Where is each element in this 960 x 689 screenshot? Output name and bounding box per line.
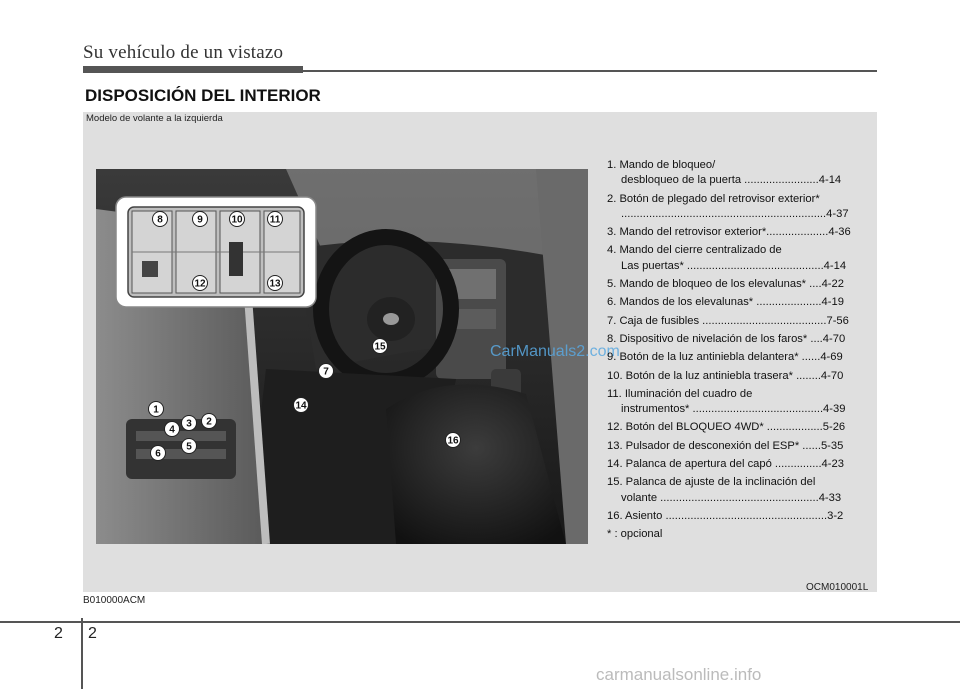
legend-item	[607, 295, 869, 310]
legend-item-continuation: desbloqueo de la puerta ........................4-14	[621, 174, 842, 187]
callout-number: 13	[269, 278, 281, 290]
legend-item-continuation: volante ...................................................4-33	[621, 491, 842, 504]
callout-number: 4	[169, 424, 175, 436]
legend-item-text: 5. Mando de bloqueo de los elevalunas* ....4-22	[607, 278, 844, 291]
figure-caption: Modelo de volante a la izquierda	[86, 113, 223, 124]
legend-item-text: 9. Botón de la luz antiniebla delantera* ......4-69	[607, 351, 843, 364]
legend-item-text: 11. Iluminación del cuadro de	[607, 387, 753, 400]
legend-item	[607, 314, 869, 329]
legend-item	[607, 439, 869, 454]
legend-item-continuation: instrumentos* ..........................................4-39	[621, 403, 846, 416]
legend-item	[607, 192, 869, 223]
legend-item-text: 16. Asiento ....................................................3-2	[607, 509, 844, 522]
legend-item-text: 3. Mando del retrovisor exterior*....................4-36	[607, 226, 851, 239]
header-rule	[303, 70, 877, 72]
legend-item	[607, 369, 869, 384]
legend-item-text: 13. Pulsador de desconexión del ESP* ......5-35	[607, 439, 844, 452]
legend-item	[607, 509, 869, 524]
legend-item-continuation: ..................................................................4-37	[621, 207, 849, 220]
legend-item-text: 14. Palanca de apertura del capó ...............4-23	[607, 458, 844, 471]
callout-number: 12	[194, 278, 206, 290]
legend-item-text: 15. Palanca de ajuste de la inclinación del	[607, 476, 816, 489]
callout-number: 1	[153, 404, 159, 416]
legend-item-text: 1. Mando de bloqueo/	[607, 159, 716, 171]
callout-number: 2	[206, 416, 212, 428]
callout-number: 15	[374, 341, 386, 353]
legend-item-text: 4. Mando del cierre centralizado de	[607, 244, 782, 257]
legend-item-text: * : opcional	[607, 528, 663, 541]
legend-item	[607, 332, 869, 347]
footer-divider	[81, 618, 83, 689]
running-title: Su vehículo de un vistazo	[83, 42, 284, 63]
legend-item	[607, 387, 869, 418]
site-watermark: carmanualsonline.info	[596, 665, 762, 684]
legend-item-text: 6. Mandos de los elevalunas* .....................4-19	[607, 296, 844, 309]
legend-item-text: 10. Botón de la luz antiniebla trasera* ........4-70	[607, 369, 844, 382]
callout-number: 6	[155, 448, 161, 460]
page-number: 2	[88, 625, 97, 642]
legend-item-text: 2. Botón de plegado del retrovisor exterior*	[607, 192, 820, 205]
callout-number: 14	[295, 400, 307, 412]
callout-number: 7	[323, 366, 329, 378]
callout-number: 5	[186, 441, 192, 453]
watermark-tag: CarManuals2.com	[490, 343, 620, 360]
legend-item-text: 7. Caja de fusibles ........................................7-56	[607, 314, 849, 327]
callout-number: 11	[269, 214, 281, 226]
section-title: DISPOSICIÓN DEL INTERIOR	[85, 86, 321, 105]
chapter-number: 2	[54, 625, 63, 642]
callout-number: 10	[231, 214, 243, 226]
callout-number: 8	[157, 214, 163, 226]
callout-number: 16	[447, 435, 459, 447]
footer-rule	[0, 621, 960, 623]
legend-item-text: 12. Botón del BLOQUEO 4WD* ..................5-26	[607, 421, 846, 434]
legend-item	[607, 277, 869, 292]
legend-item	[607, 475, 869, 506]
legend-item	[607, 158, 869, 189]
legend-item	[607, 527, 869, 542]
legend-list	[607, 158, 869, 546]
callout-number: 9	[197, 214, 203, 226]
figure-code: OCM010001L	[806, 582, 869, 593]
legend-item-text: 8. Dispositivo de nivelación de los faros* ....4-70	[607, 332, 846, 345]
legend-item-continuation: Las puertas* ............................................4-14	[621, 259, 847, 272]
document-code: B010000ACM	[83, 595, 146, 606]
legend-item	[607, 225, 869, 240]
callout-number: 3	[186, 418, 192, 430]
header-bar	[83, 66, 303, 73]
legend-item	[607, 420, 869, 435]
legend-item	[607, 243, 869, 274]
legend-item	[607, 350, 869, 365]
legend-item	[607, 457, 869, 472]
